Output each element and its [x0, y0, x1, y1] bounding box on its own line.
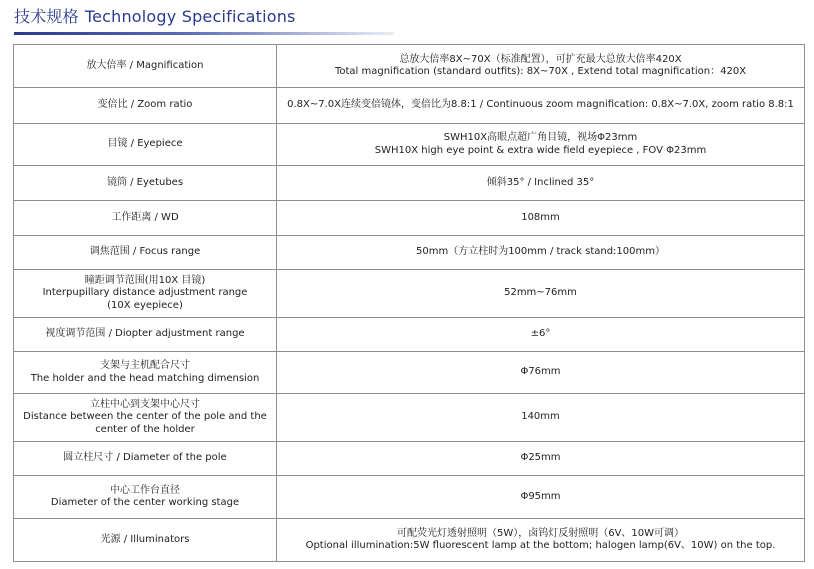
spec-value-line: 可配荧光灯透射照明（5W），卤钨灯反射照明（6V、10W可调） [396, 527, 685, 539]
spec-value [277, 270, 805, 318]
spec-label-line: 立柱中心到支架中心尺寸 [90, 398, 200, 410]
page-title [14, 6, 394, 28]
spec-value [277, 476, 805, 519]
spec-value [277, 394, 805, 442]
spec-value [277, 45, 805, 88]
spec-value-line: Φ95mm [520, 490, 561, 502]
spec-label-line: 圆立柱尺寸 / Diameter of the pole [63, 452, 227, 464]
spec-label-line: 支架与主机配合尺寸 [100, 360, 190, 371]
spec-value [277, 318, 805, 352]
spec-label-line: center of the holder [95, 423, 195, 435]
spec-label [14, 45, 277, 88]
spec-label-line: 工作距离 / WD [111, 211, 179, 223]
spec-value-line: 50mm（方立柱时为100mm / track stand:100mm） [415, 246, 665, 258]
spec-value [277, 442, 805, 476]
spec-value-line: Total magnification (standard outfits): 8X~70X , Extend total magnification：420X [334, 66, 747, 77]
spec-value [277, 236, 805, 270]
spec-row-holder-dimension [14, 352, 805, 394]
spec-value-line: Φ25mm [520, 452, 561, 464]
spec-label-line: Diameter of the center working stage [50, 497, 240, 508]
spec-row-eyetubes [14, 166, 805, 201]
spec-label [14, 88, 277, 124]
page-title-en: Technology Specifications [84, 7, 296, 26]
spec-row-zoom-ratio [14, 88, 805, 124]
spec-value [277, 124, 805, 166]
spec-label [14, 270, 277, 318]
spec-value [277, 88, 805, 124]
spec-row-magnification [14, 45, 805, 88]
spec-label-line: 视度调节范围 / Diopter adjustment range [45, 328, 245, 340]
title-underline [14, 32, 394, 35]
page-title-cn: 技术规格 [14, 7, 79, 26]
spec-label [14, 124, 277, 166]
spec-row-diopter [14, 318, 805, 352]
spec-value-line: ±6° [530, 328, 551, 340]
spec-table [13, 44, 805, 562]
spec-label-line: (10X eyepiece) [107, 299, 183, 311]
spec-value [277, 519, 805, 562]
spec-value-line: 0.8X~7.0X连续变倍镜体，变倍比为8.8:1 / Continuous zoom magnification: 0.8X~7.0X, zoom ratio 8.8:1 [287, 99, 794, 111]
spec-value-line: Optional illumination:5W fluorescent lamp at the bottom; halogen lamp(6V、10W) on the top. [305, 540, 776, 551]
spec-row-focus-range [14, 236, 805, 270]
spec-value-line: 52mm~76mm [504, 287, 577, 299]
spec-value-line: SWH10X高眼点超广角目镜，视场Φ23mm [443, 132, 638, 143]
spec-row-wd [14, 201, 805, 236]
spec-row-interpupillary [14, 270, 805, 318]
spec-label-line: 光源 / Illuminators [100, 533, 190, 545]
spec-value [277, 201, 805, 236]
spec-value-line: SWH10X high eye point & extra wide field eyepiece , FOV Φ23mm [374, 144, 707, 156]
spec-label-line: 调焦范围 / Focus range [89, 246, 201, 258]
spec-label [14, 236, 277, 270]
page-header [14, 6, 394, 36]
spec-label [14, 519, 277, 562]
spec-label-line: 中心工作台直径 [110, 484, 180, 496]
spec-value-line: 140mm [521, 411, 560, 423]
spec-row-pole-distance [14, 394, 805, 442]
spec-label [14, 394, 277, 442]
spec-row-eyepiece [14, 124, 805, 166]
spec-label [14, 166, 277, 201]
spec-value-line: 108mm [521, 211, 560, 223]
spec-label-line: 放大倍率 / Magnification [86, 59, 204, 71]
spec-label [14, 476, 277, 519]
spec-label-line: Interpupillary distance adjustment range [42, 287, 248, 299]
spec-label-line: Distance between the center of the pole and the [23, 411, 267, 423]
spec-label [14, 318, 277, 352]
spec-value-line: Φ76mm [520, 366, 561, 378]
spec-label [14, 352, 277, 394]
spec-label-line: 目镜 / Eyepiece [107, 138, 183, 150]
spec-label [14, 201, 277, 236]
spec-row-stage-diameter [14, 476, 805, 519]
spec-label-line: The holder and the head matching dimension [30, 372, 260, 384]
spec-label-line: 变倍比 / Zoom ratio [97, 99, 193, 111]
spec-value [277, 352, 805, 394]
spec-value [277, 166, 805, 201]
spec-value-line: 总放大倍率8X~70X（标准配置），可扩充最大总放大倍率420X [399, 53, 682, 65]
spec-value-line: 倾斜35° / Inclined 35° [486, 176, 595, 188]
spec-label-line: 镜筒 / Eyetubes [106, 176, 184, 188]
spec-label [14, 442, 277, 476]
spec-row-illuminators [14, 519, 805, 562]
spec-row-pole-diameter [14, 442, 805, 476]
spec-label-line: 瞳距调节范围(用10X 目镜) [84, 274, 206, 286]
